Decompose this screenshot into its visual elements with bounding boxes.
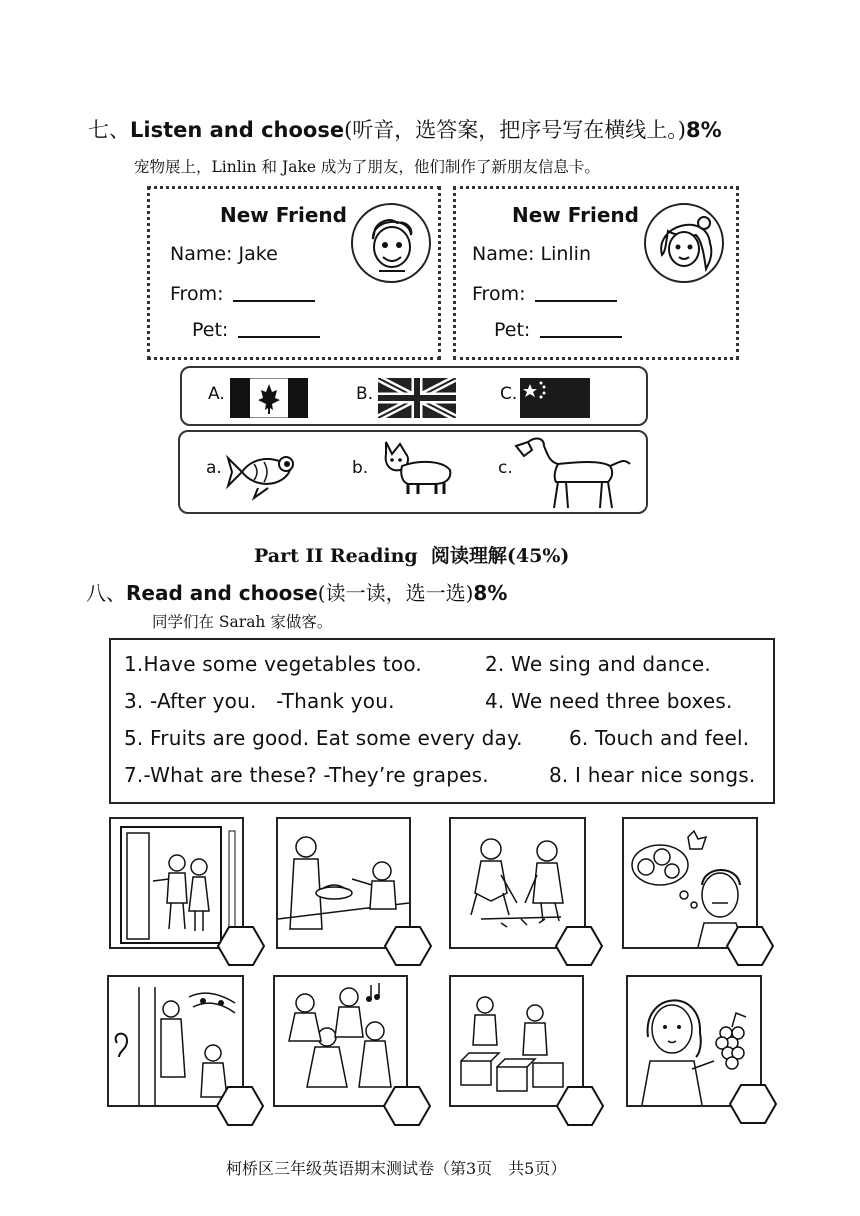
card-from-line	[472, 283, 617, 305]
friend-card-jake	[147, 186, 441, 360]
part-2-score: (45%)	[506, 545, 570, 567]
card-pet-line	[192, 319, 320, 341]
section-8-number: 八、	[86, 581, 126, 605]
section-7-title	[88, 114, 722, 144]
pet-options-box	[178, 430, 648, 514]
card-name-line: Name: Linlin	[472, 243, 592, 265]
sentence-7: 7.-What are these? -They’re grapes.	[124, 763, 489, 787]
section-8-title	[86, 577, 507, 606]
greyhound-dog-icon	[514, 432, 634, 510]
sentence-3: 3. -After you. -Thank you.	[124, 689, 395, 713]
card-title: New Friend	[512, 203, 639, 227]
sentence-2: 2. We sing and dance.	[485, 652, 711, 676]
sentence-6: 6. Touch and feel.	[569, 726, 750, 750]
sentence-options-box	[109, 638, 775, 804]
sentence-5: 5. Fruits are good. Eat some every day.	[124, 726, 523, 750]
section-8-title-en: Read and choose	[126, 581, 318, 605]
card-title: New Friend	[220, 203, 347, 227]
option-letter-c: c.	[498, 458, 513, 478]
answer-hexagon[interactable]	[383, 1085, 431, 1127]
uk-flag-icon	[378, 378, 456, 418]
part-2-title-cn: 阅读理解	[430, 545, 507, 567]
answer-hexagon[interactable]	[555, 925, 603, 967]
option-letter-c: C.	[500, 384, 518, 404]
section-7-intro: 宠物展上，Linlin 和 Jake 成为了朋友，他们制作了新朋友信息卡。	[134, 158, 600, 176]
canada-flag-icon	[230, 378, 308, 418]
pet-label: Pet:	[192, 319, 229, 341]
girl-face-icon	[644, 203, 724, 283]
answer-hexagon[interactable]	[726, 925, 774, 967]
corgi-dog-icon	[378, 436, 458, 500]
pet-blank[interactable]	[540, 335, 622, 338]
answer-hexagon[interactable]	[556, 1085, 604, 1127]
answer-hexagon[interactable]	[729, 1083, 777, 1125]
section-7-title-en: Listen and choose	[130, 118, 345, 142]
card-name-line: Name: Jake	[170, 243, 278, 265]
answer-hexagon[interactable]	[384, 925, 432, 967]
pet-label: Pet:	[494, 319, 531, 341]
section-8-title-cn: (读一读，选一选)	[317, 581, 474, 605]
option-letter-b: B.	[356, 384, 374, 404]
page-footer: 柯桥区三年级英语期末测试卷（第3页 共5页）	[226, 1159, 567, 1178]
from-blank[interactable]	[535, 299, 617, 302]
friend-card-linlin	[453, 186, 739, 360]
from-blank[interactable]	[233, 299, 315, 302]
sentence-1: 1.Have some vegetables too.	[124, 652, 422, 676]
card-from-line	[170, 283, 315, 305]
sentence-4: 4. We need three boxes.	[485, 689, 733, 713]
section-7-number: 七、	[88, 118, 130, 142]
part-2-title-en: Part II Reading	[254, 545, 418, 567]
part-2-title	[254, 541, 569, 568]
option-letter-b: b.	[352, 458, 369, 478]
answer-hexagon[interactable]	[217, 925, 265, 967]
section-8-score: 8%	[473, 581, 508, 605]
from-label: From:	[170, 283, 224, 305]
from-label: From:	[472, 283, 526, 305]
option-letter-a: A.	[208, 384, 225, 404]
china-flag-icon	[520, 378, 590, 418]
answer-hexagon[interactable]	[216, 1085, 264, 1127]
option-letter-a: a.	[206, 458, 222, 478]
section-8-intro: 同学们在 Sarah 家做客。	[152, 613, 333, 631]
pet-blank[interactable]	[238, 335, 320, 338]
section-7-score: 8%	[685, 118, 722, 142]
sentence-8: 8. I hear nice songs.	[549, 763, 756, 787]
card-pet-line	[494, 319, 622, 341]
flag-options-box	[180, 366, 648, 426]
boy-face-icon	[351, 203, 431, 283]
section-7-title-cn: (听音，选答案，把序号写在横线上。)	[344, 118, 686, 142]
goldfish-icon	[224, 442, 306, 502]
